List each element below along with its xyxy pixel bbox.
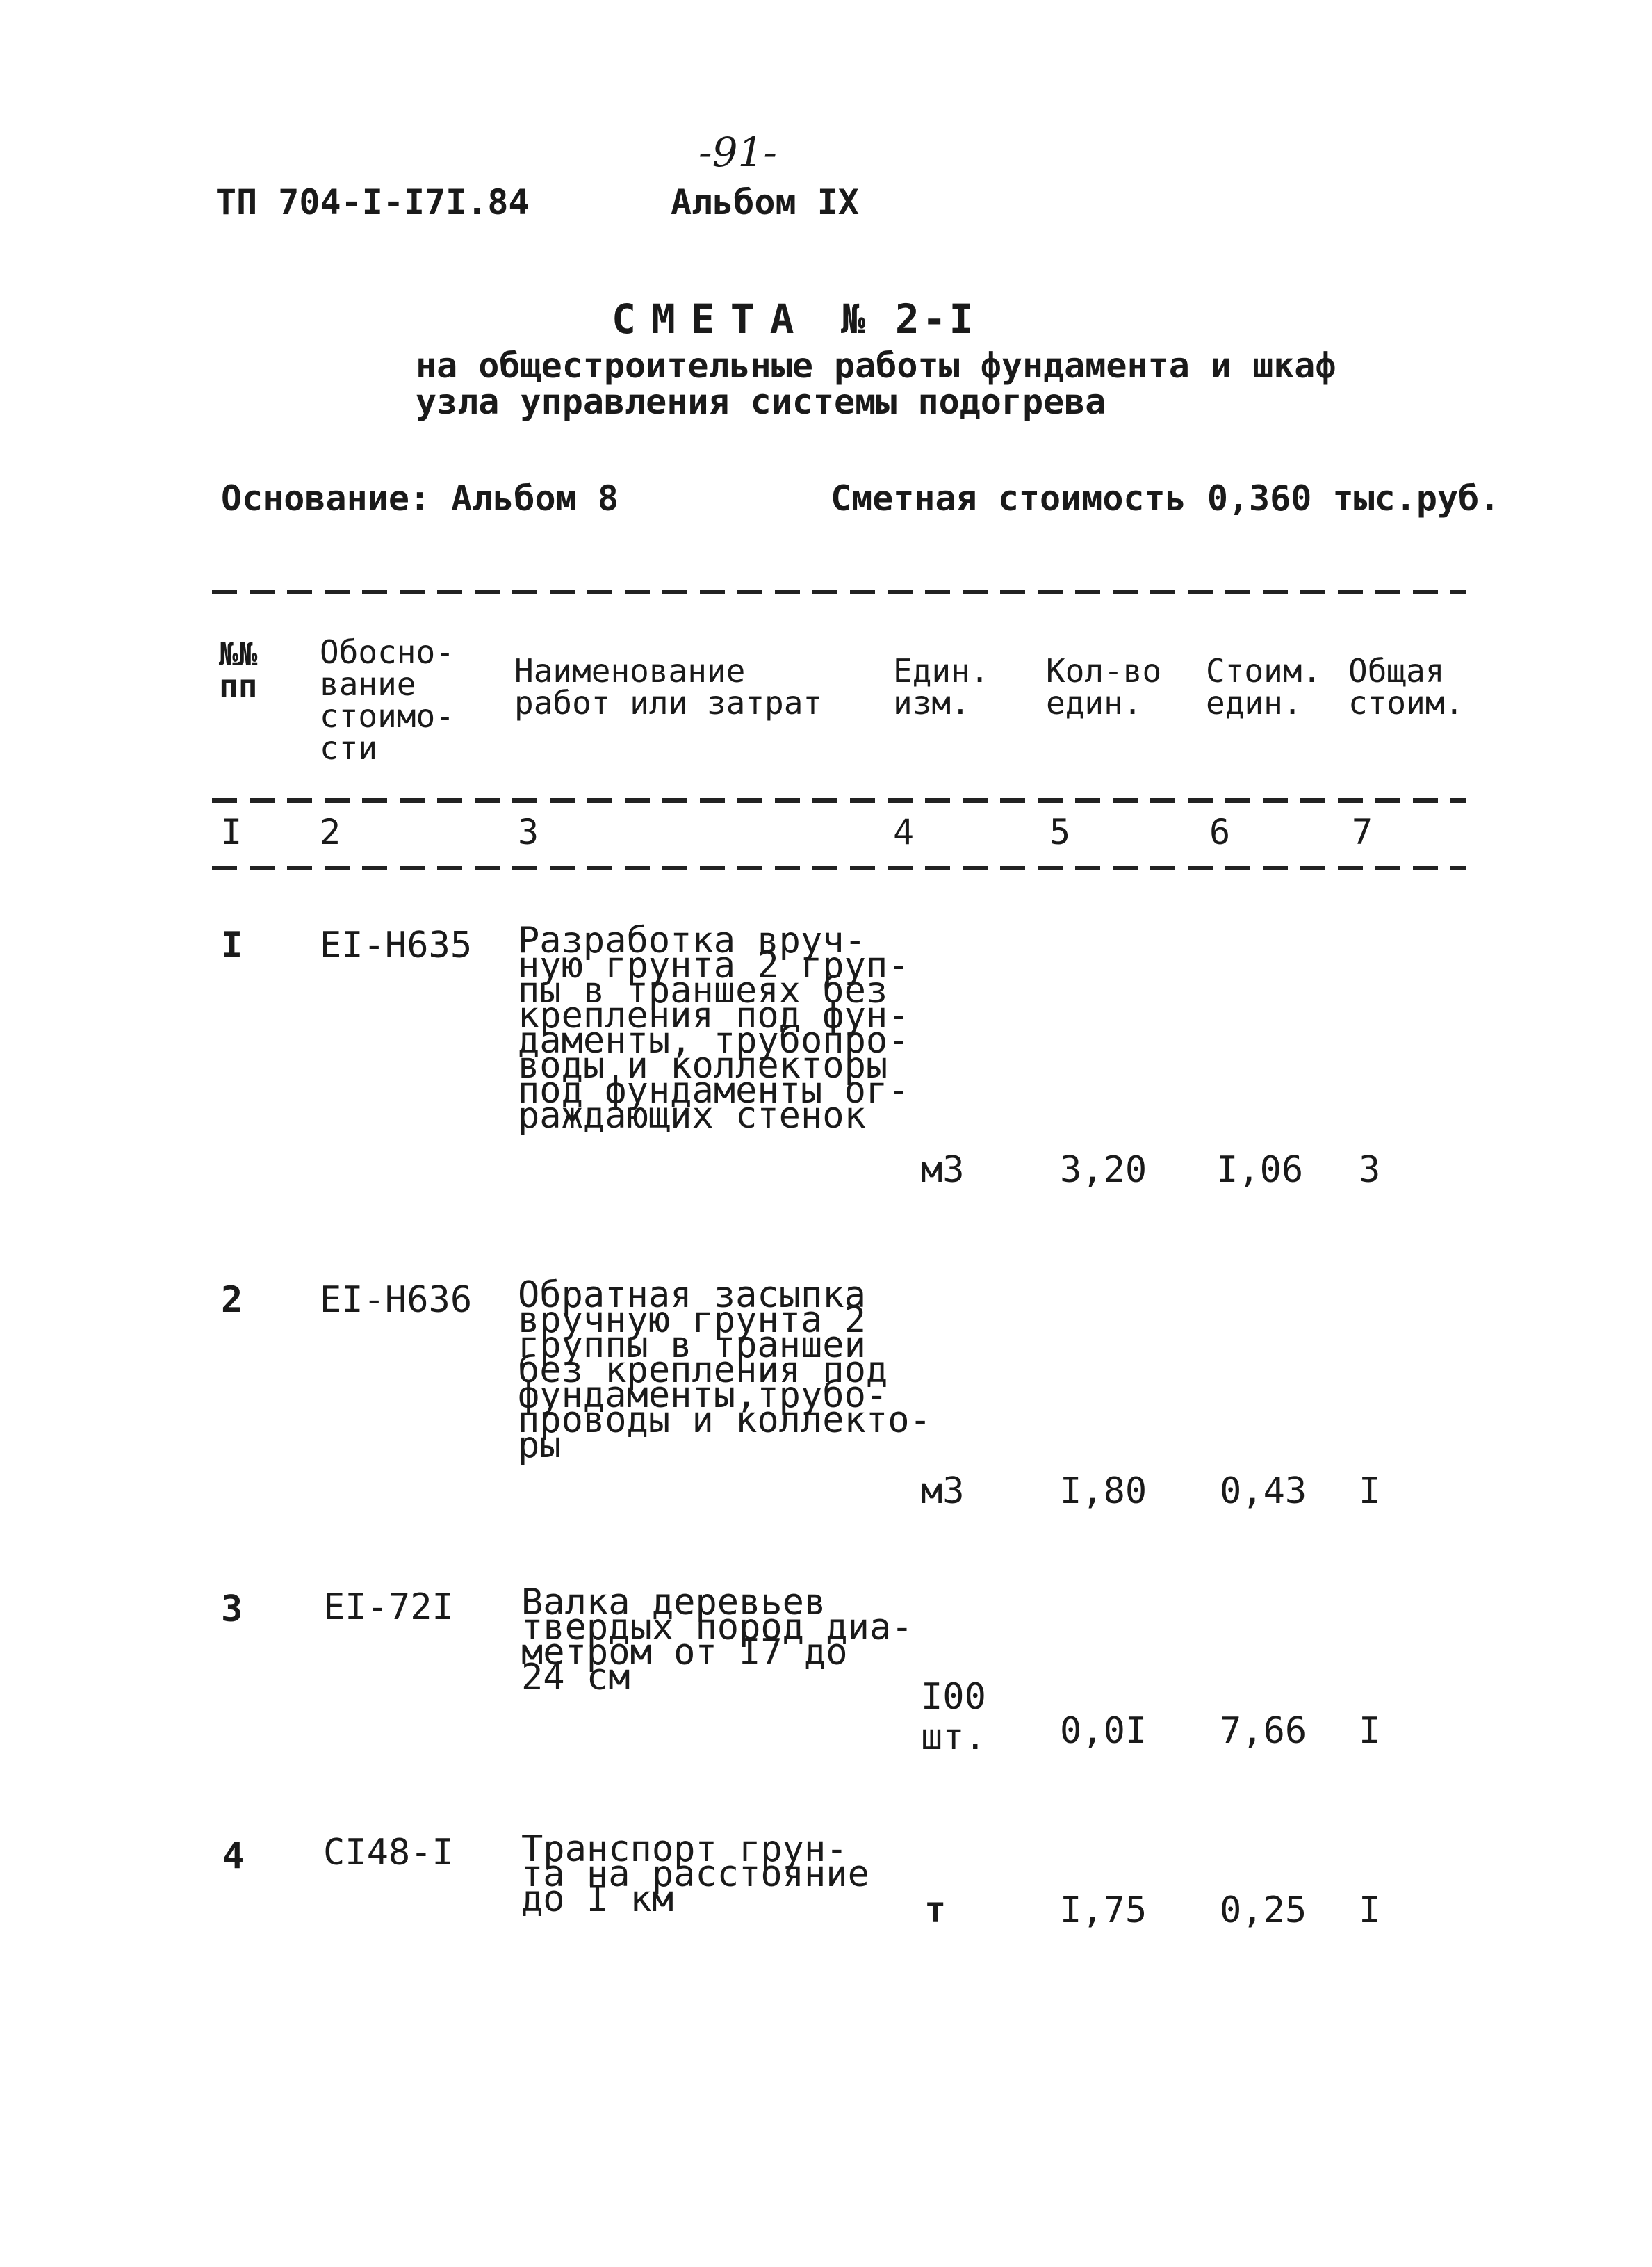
estimate-subtitle: на общестроительные работы фундамента и шкаф узла управления системы подогрева <box>416 346 1336 422</box>
row-unit-cost: 7,66 <box>1220 1710 1307 1752</box>
row-quantity: I,80 <box>1060 1470 1147 1512</box>
row-description: Транспорт грун- та на расстояние до I км <box>521 1828 869 1920</box>
header-basis: Обосно- вание стоимо- сти <box>320 633 455 767</box>
row-unit-cost: I,06 <box>1216 1149 1304 1191</box>
row-unit: м3 <box>921 1470 965 1512</box>
row-basis: EI-H635 <box>320 925 473 966</box>
row-description: Валка деревьев твердых пород диа- метром от I7 до 24 см <box>521 1582 913 1698</box>
header-total-cost: Общая стоим. <box>1348 652 1464 722</box>
column-number: I <box>221 812 243 852</box>
column-number: 2 <box>320 812 341 852</box>
basis-label: Основание: Альбом 8 <box>221 478 619 519</box>
document-code: ТП 704-I-I7I.84 <box>215 182 530 222</box>
row-basis: CI48-I <box>323 1832 454 1874</box>
column-number: 5 <box>1049 812 1071 852</box>
row-total-cost: I <box>1359 1890 1381 1931</box>
column-number: 3 <box>518 812 539 852</box>
row-unit: м3 <box>921 1149 965 1191</box>
row-basis: EI-72I <box>323 1586 454 1628</box>
estimate-number: № 2-I <box>841 295 976 343</box>
row-number: I <box>221 925 243 966</box>
row-quantity: 0,0I <box>1060 1710 1147 1752</box>
header-bottom-rule <box>212 798 1466 803</box>
header-unit-cost: Стоим. един. <box>1206 652 1322 722</box>
header-quantity: Кол-во един. <box>1046 652 1162 722</box>
page-number: -91- <box>698 129 777 176</box>
row-description: Обратная засыпка вручную грунта 2 группы в траншеи без крепления под фундаменты,трубо- проводы и коллекто- ры <box>518 1274 931 1466</box>
row-quantity: 3,20 <box>1060 1149 1147 1191</box>
row-number: 2 <box>221 1279 243 1321</box>
row-unit: I00 шт. <box>921 1676 986 1758</box>
header-item-number: №№ пп <box>219 635 258 705</box>
row-unit-cost: 0,25 <box>1220 1890 1307 1931</box>
column-numbers-bottom-rule <box>212 866 1466 870</box>
row-description: Разработка вруч- ную грунта 2 груп- пы в траншеях без крепления под фун- даменты, трубопро- воды и коллекторы под фундаменты ог- раждающих стенок <box>518 920 910 1137</box>
row-total-cost: I <box>1359 1470 1381 1512</box>
column-number: 4 <box>893 812 915 852</box>
estimated-cost: Сметная стоимость 0,360 тыс.руб. <box>831 478 1500 519</box>
row-number: 3 <box>221 1588 243 1630</box>
header-unit: Един. изм. <box>893 652 990 722</box>
row-basis: EI-H636 <box>320 1279 473 1321</box>
row-unit-cost: 0,43 <box>1220 1470 1307 1512</box>
row-total-cost: I <box>1359 1710 1381 1752</box>
row-unit: т <box>924 1890 947 1931</box>
table-top-rule <box>212 590 1466 594</box>
estimate-title: СМЕТА <box>612 295 810 343</box>
column-number: 6 <box>1209 812 1231 852</box>
row-number: 4 <box>222 1835 245 1877</box>
album-label: Альбом IX <box>671 182 859 222</box>
column-number: 7 <box>1352 812 1373 852</box>
row-total-cost: 3 <box>1359 1149 1381 1191</box>
header-name: Наименование работ или затрат <box>514 652 823 722</box>
row-quantity: I,75 <box>1060 1890 1147 1931</box>
